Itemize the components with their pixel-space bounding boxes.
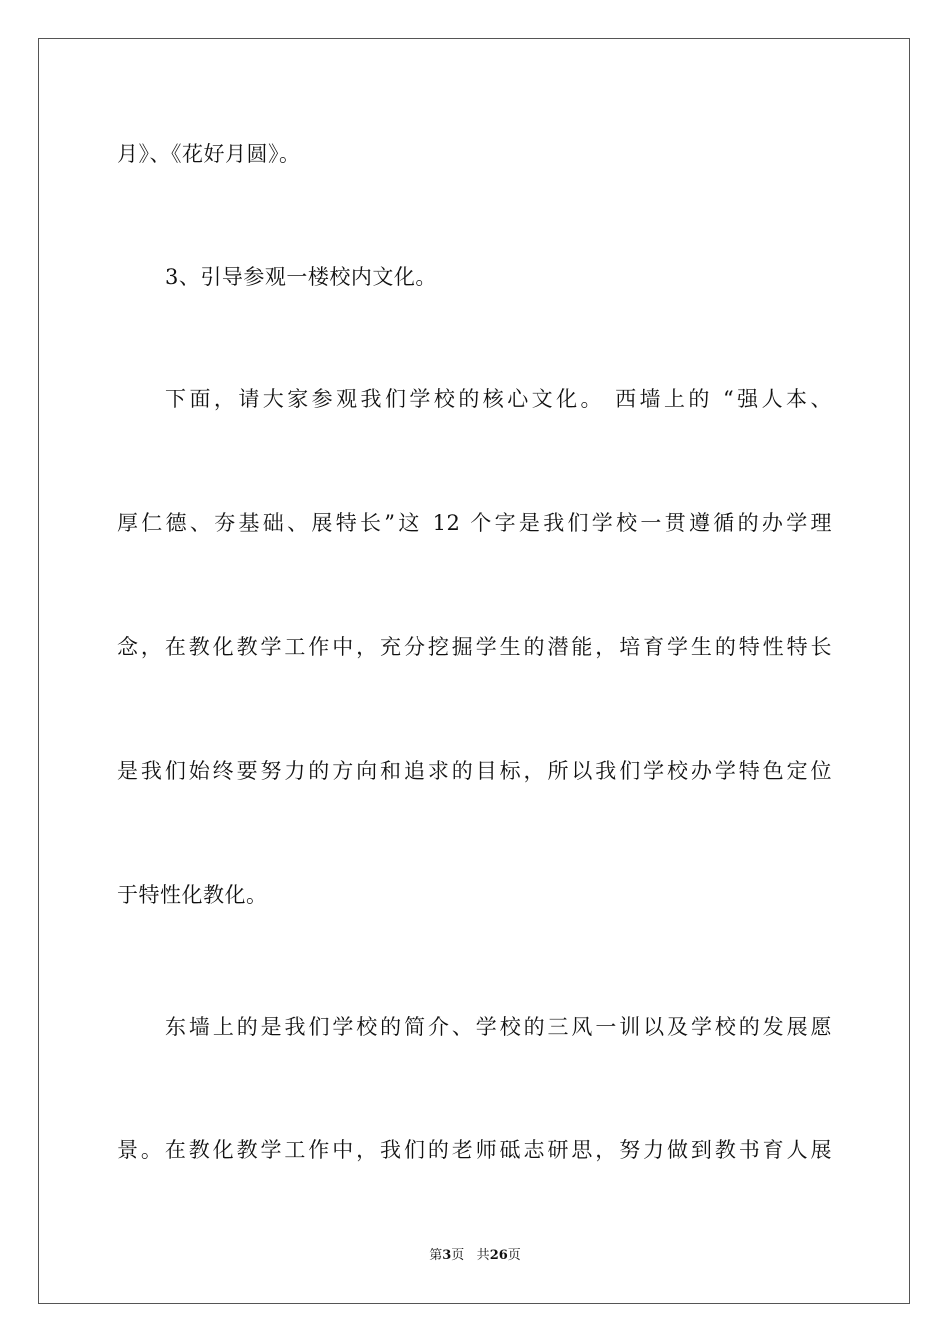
- page-prefix: 第: [429, 1248, 443, 1263]
- page-footer: [0, 1247, 950, 1265]
- text-line-5: 念，在教化教学工作中，充分挖掘学生的潜能，培育学生的特性特长: [117, 635, 832, 659]
- total-pages: 26: [489, 1248, 508, 1263]
- page-border: [38, 38, 910, 1304]
- text-line-2: 3、引导参观一楼校内文化。: [165, 265, 437, 289]
- text-line-3: 下面，请大家参观我们学校的核心文化。 西墙上的 “强人本、: [165, 387, 832, 411]
- page-suffix: 页: [451, 1248, 465, 1263]
- text-line-1: 月》、《花好月圆》。: [117, 142, 301, 166]
- text-line-6: 是我们始终要努力的方向和追求的目标，所以我们学校办学特色定位: [117, 759, 832, 783]
- text-line-7: 于特性化教化。: [117, 883, 268, 907]
- text-line-8: 东墙上的是我们学校的简介、学校的三风一训以及学校的发展愿: [165, 1015, 832, 1039]
- text-line-4: 厚仁德、夯基础、展特长”这 12 个字是我们学校一贯遵循的办学理: [117, 511, 832, 535]
- total-suffix: 页: [507, 1248, 521, 1263]
- total-prefix: 共: [476, 1248, 490, 1263]
- text-line-9: 景。在教化教学工作中，我们的老师砥志研思，努力做到教书育人展: [117, 1138, 832, 1162]
- page-number: 3: [442, 1248, 452, 1263]
